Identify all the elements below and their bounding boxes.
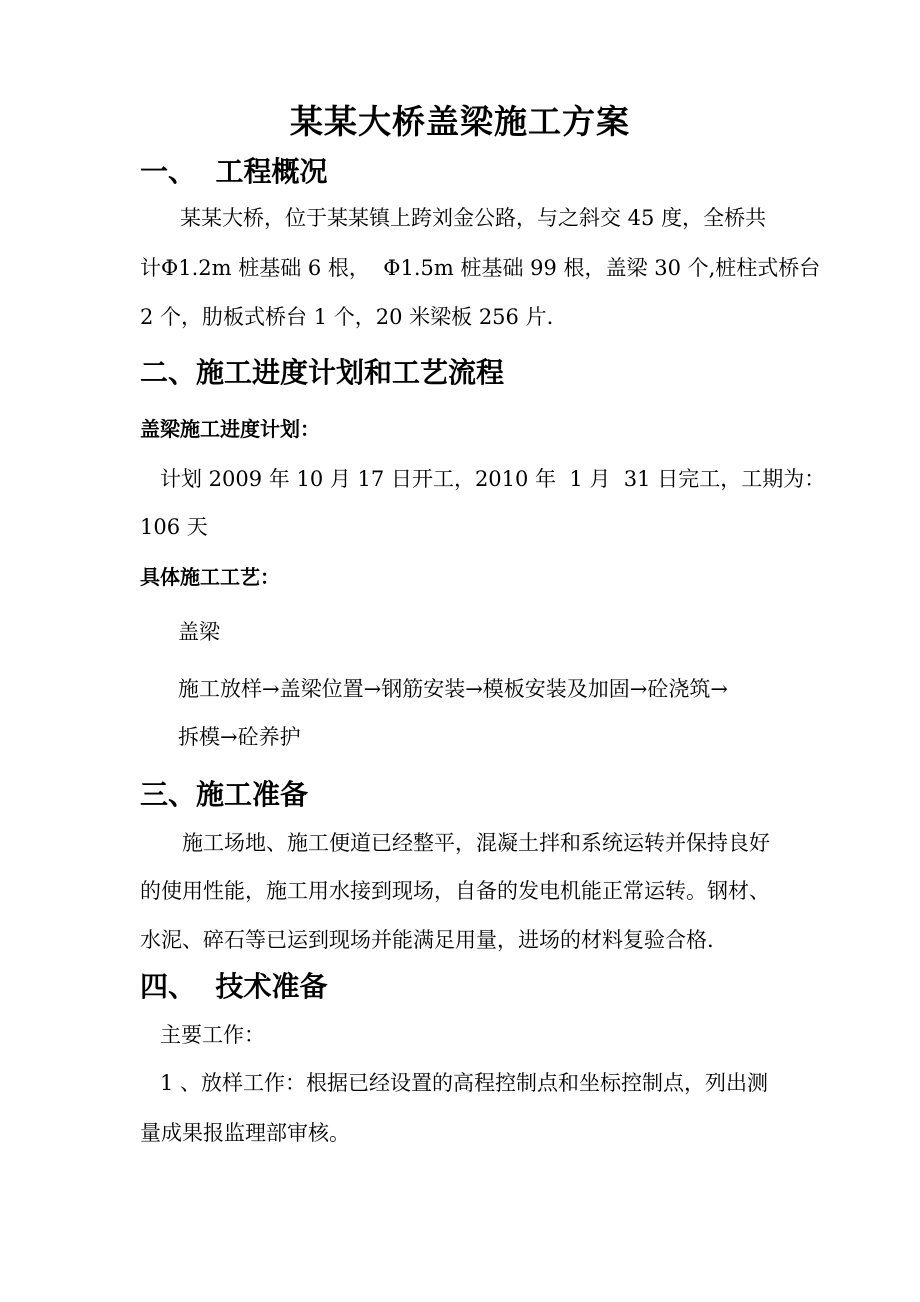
overview-line-3: 2 个，肋板式桥台 1 个，20 米梁板 256 片. (140, 305, 554, 329)
section-heading-overview: 一、 工程概况 (140, 155, 328, 188)
process-flow-line-2: 拆模→砼养护 (178, 725, 301, 749)
section-heading-preparation: 三、施工准备 (140, 778, 309, 811)
process-item: 盖梁 (178, 620, 220, 644)
technical-intro: 主要工作： (160, 1023, 265, 1047)
subheading-process: 具体施工工艺： (140, 565, 280, 589)
technical-line-2: 量成果报监理部审核。 (140, 1121, 350, 1145)
preparation-line-2: 的使用性能，施工用水接到现场，自备的发电机能正常运转。钢材、 (140, 879, 770, 903)
schedule-line-1: 计划 2009 年 10 月 17 日开工，2010 年 1 月 31 日完工，工期为： (160, 467, 826, 491)
preparation-line-1: 施工场地、施工便道已经整平，混凝土拌和系统运转并保持良好 (182, 831, 770, 855)
section-heading-schedule: 二、施工进度计划和工艺流程 (140, 356, 505, 389)
technical-line-1: 1 、放样工作：根据已经设置的高程控制点和坐标控制点，列出测 (160, 1071, 769, 1095)
overview-line-1: 某某大桥，位于某某镇上跨刘金公路，与之斜交 45 度，全桥共 (180, 206, 767, 230)
section-heading-technical: 四、 技术准备 (140, 970, 328, 1003)
process-flow-line-1: 施工放样→盖梁位置→钢筋安装→模板安装及加固→砼浇筑→ (178, 677, 728, 701)
schedule-line-2: 106 天 (140, 515, 208, 539)
document-title: 某某大桥盖梁施工方案 (290, 102, 630, 141)
subheading-schedule-plan: 盖梁施工进度计划： (140, 417, 320, 441)
overview-line-2: 计Φ1.2m 桩基础 6 根， Φ1.5m 桩基础 99 根，盖梁 30 个,桩柱式桥台 (140, 256, 821, 280)
preparation-line-3: 水泥、碎石等已运到现场并能满足用量，进场的材料复验合格. (140, 928, 714, 952)
